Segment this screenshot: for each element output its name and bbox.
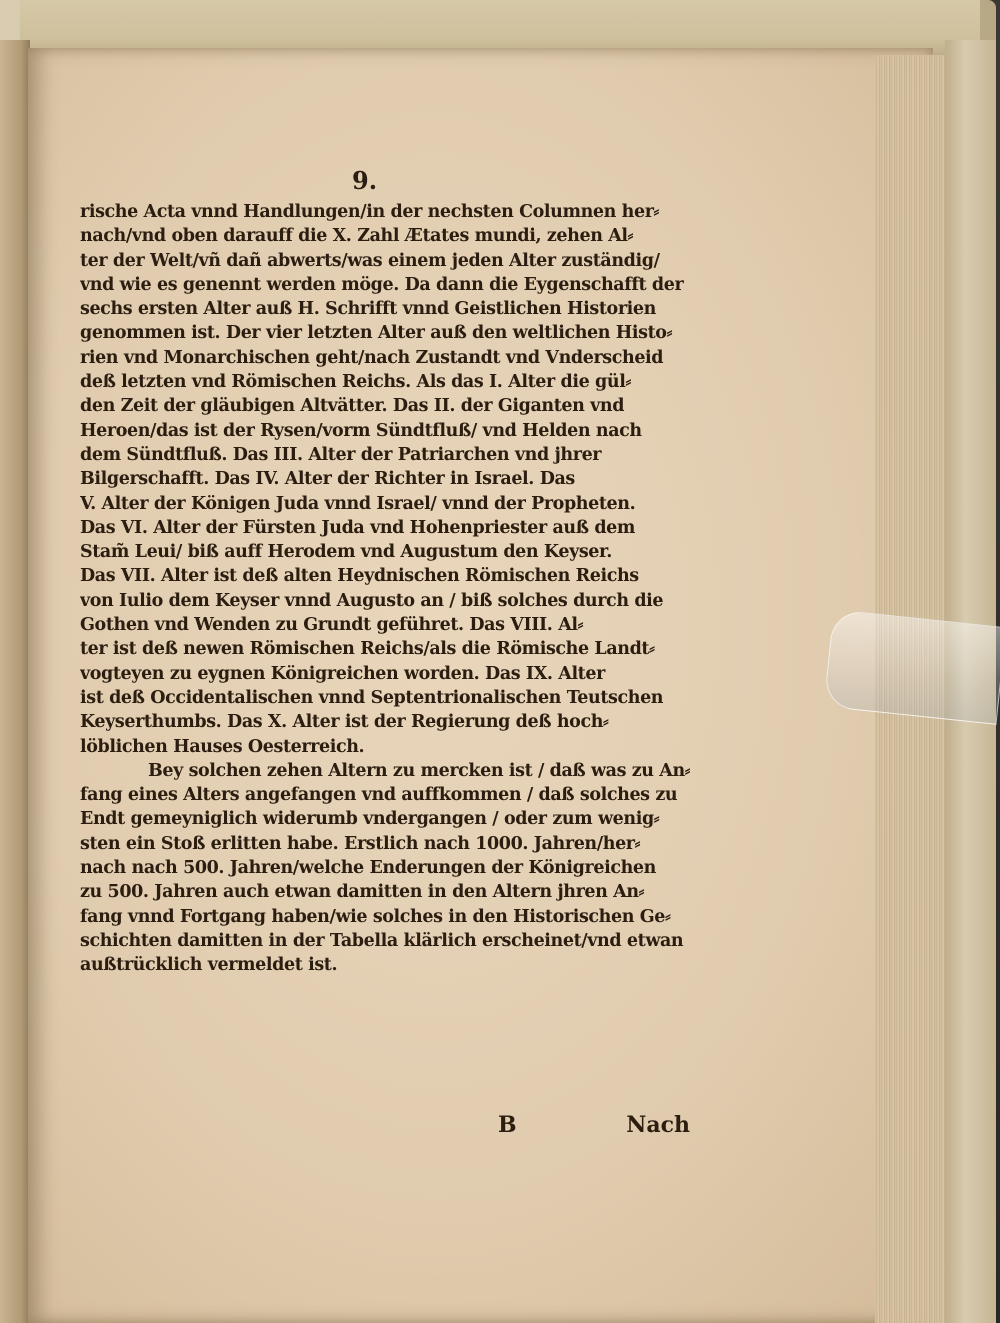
text-line: fang vnnd Fortgang haben/wie solches in den Historischen Ge⸗ <box>80 906 671 927</box>
text-line: Endt gemeyniglich widerumb vndergangen / oder zum wenig⸗ <box>80 809 660 830</box>
text-line: den Zeit der gläubigen Altvätter. Das II. der Giganten vnd <box>80 396 625 417</box>
text-line: ter der Welt/vñ dañ abwerts/was einem jeden Alter zuständig/ <box>80 250 660 271</box>
text-line: rien vnd Monarchischen geht/nach Zustandt vnd Vnderscheid <box>80 347 664 368</box>
text-line: Heroen/das ist der Rysen/vorm Sündtfluß/ vnd Helden nach <box>80 420 642 441</box>
text-line: nach/vnd oben darauff die X. Zahl Ætates mundi, zehen Al⸗ <box>80 226 634 247</box>
text-line: sechs ersten Alter auß H. Schrifft vnnd Geistlichen Historien <box>80 299 656 320</box>
text-line: vogteyen zu eygnen Königreichen worden. Das IX. Alter <box>80 663 605 684</box>
text-block <box>80 200 690 978</box>
signature-mark: B <box>498 1112 517 1138</box>
text-line: fang eines Alters angefangen vnd auffkommen / daß solches zu <box>80 785 678 806</box>
text-line: von Iulio dem Keyser vnnd Augusto an / biß solches durch die <box>80 590 664 611</box>
left-page-edge <box>0 40 30 1323</box>
text-line: deß letzten vnd Römischen Reichs. Als das I. Alter die gül⸗ <box>80 372 631 393</box>
page-number: 9. <box>352 166 378 195</box>
text-line: Das VII. Alter ist deß alten Heydnischen Römischen Reichs <box>80 566 639 587</box>
text-line: ter ist deß newen Römischen Reichs/als die Römische Landt⸗ <box>80 639 655 660</box>
text-line: Stam̃ Leui/ biß auff Herodem vnd Augustum den Keyser. <box>80 542 612 563</box>
book-top-board <box>20 0 980 55</box>
text-line-paragraph-start: Bey solchen zehen Altern zu mercken ist / daß was zu An⸗ <box>148 760 690 781</box>
text-line: rische Acta vnnd Handlungen/in der nechsten Columnen her⸗ <box>80 202 659 222</box>
text-line: dem Sündtfluß. Das III. Alter der Patriarchen vnd jhrer <box>80 444 602 465</box>
text-line: ist deß Occidentalischen vnnd Septentrionalischen Teutschen <box>80 687 664 708</box>
text-line: sten ein Stoß erlitten habe. Erstlich nach 1000. Jahren/her⸗ <box>80 833 641 854</box>
text-line: genommen ist. Der vier letzten Alter auß den weltlichen Histo⸗ <box>80 323 673 344</box>
text-line: zu 500. Jahren auch etwan damitten in den Altern jhren An⸗ <box>80 882 645 903</box>
page-clip <box>823 609 1000 725</box>
text-line: Keyserthumbs. Das X. Alter ist der Regierung deß hoch⸗ <box>80 712 609 733</box>
text-line: Bilgerschafft. Das IV. Alter der Richter in Israel. Das <box>80 469 575 490</box>
text-line: nach nach 500. Jahren/welche Enderungen der Königreichen <box>80 858 656 879</box>
text-line: vnd wie es genennt werden möge. Da dann die Eygenschafft der <box>80 274 684 295</box>
catchword: Nach <box>626 1112 690 1138</box>
page-footer <box>80 1112 690 1142</box>
text-line: löblichen Hauses Oesterreich. <box>80 736 365 757</box>
text-line: außtrücklich vermeldet ist. <box>80 955 338 976</box>
text-line: Gothen vnd Wenden zu Grundt geführet. Das VIII. Al⸗ <box>80 615 584 636</box>
text-line: schichten damitten in der Tabella klärlich erscheinet/vnd etwan <box>80 930 684 951</box>
text-line: V. Alter der Königen Juda vnnd Israel/ vnnd der Propheten. <box>80 493 636 514</box>
text-line: Das VI. Alter der Fürsten Juda vnd Hohenpriester auß dem <box>80 517 636 538</box>
